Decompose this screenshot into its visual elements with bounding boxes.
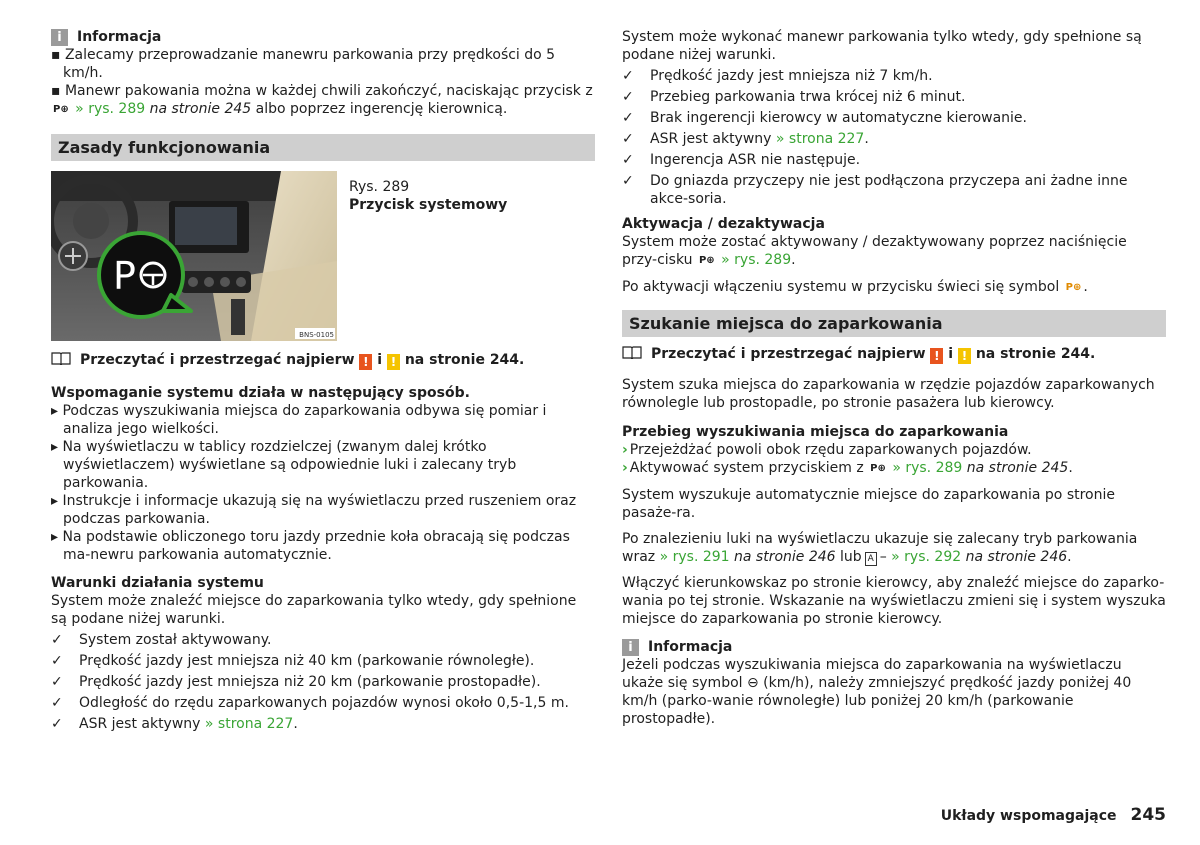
chapter-title: Układy wspomagające [940,808,1117,824]
read-first-note: Przeczytać i przestrzegać najpierw ! i ! na stronie 244. [51,351,595,370]
info-bullet: ▪ Manewr pakowania można w każdej chwili zakończyć, naciskając przycisk z P⊕ » rys. 289 na stronie 245 albo poprzez ingerencję kierownicą. [51,83,593,117]
page-link[interactable]: » strona 227 [775,131,865,147]
left-column [51,22,595,733]
check-item: ✓ ASR jest aktywny » strona 227. [51,716,298,732]
assist-list [51,402,595,564]
book-icon [622,346,642,359]
fig-link[interactable]: » rys. 291 [659,549,730,565]
info-text: Jeżeli podczas wyszukiwania miejsca do zaparkowania na wyświetlaczu ukaże się symbol ⊖ (km/h), należy zmniejszyć prędkość jazdy poniżej 40 km/h (parko-wanie równoległe) lub poniżej 20 km/h (parkowanie prostopadłe). [622,657,1132,727]
figure-label: Rys. 289 [349,179,410,195]
list-item: ▸ Instrukcje i informacje ukazują się na wyświetlaczu przed ruszeniem oraz podczas parkowania. [51,493,577,527]
conditions-list [51,631,595,733]
info-icon: i [51,29,68,46]
check-item: ✓ Prędkość jazdy jest mniejsza niż 20 km (parkowanie prostopadłe). [51,674,541,690]
assist-title: Wspomaganie systemu działa w następujący sposób. [51,385,470,401]
check-item: ✓ Do gniazda przyczepy nie jest podłączona przyczepa ani żadne inne akce-soria. [622,173,1128,207]
page-number: 245 [1130,805,1166,825]
info-title: Informacja [648,639,733,655]
fig-link[interactable]: » rys. 292 [891,549,962,565]
list-item: ▸ Podczas wyszukiwania miejsca do zaparkowania odbywa się pomiar i analiza jego wielkości. [51,403,547,437]
list-item: ▸ Na podstawie obliczonego toru jazdy przednie koła obracają się podczas ma-newru parkowania automatycznie. [51,529,570,563]
paragraph: Włączyć kierunkowskaz po stronie kierowcy, aby znaleźć miejsce do zaparko-wania po tej stronie. Wskazanie na wyświetlaczu zmieni się i system wyszuka miejsce do zaparkowania po stronie kierowcy. [622,575,1166,627]
check-item: ✓ Brak ingerencji kierowcy w automatyczne kierowanie. [622,110,1027,126]
figure-caption [349,171,507,341]
info-bullet: ▪ Zalecamy przeprowadzanie manewru parkowania przy prędkości do 5 km/h. [51,47,556,81]
conditions-title: Warunki działania systemu [51,575,264,591]
check-item: ✓ ASR jest aktywny » strona 227. [622,131,869,147]
figure-image [51,171,337,341]
step-arrow-icon: › [622,442,628,458]
check-item: ✓ Prędkość jazdy jest mniejsza niż 7 km/h. [622,68,933,84]
park-assist-icon: P⊕ [698,255,715,266]
fig-link[interactable]: » rys. 289 [721,252,792,268]
section-heading: Zasady funkcjonowania [51,134,595,161]
caution-icon: ! [387,354,400,370]
requirements-list [622,67,1166,208]
check-item: ✓ Prędkość jazdy jest mniejsza niż 40 km (parkowanie równoległe). [51,653,535,669]
page-footer [941,806,1166,825]
park-assist-icon: P⊕ [53,104,69,115]
caution-icon: ! [958,348,971,364]
search-text: System szuka miejsca do zaparkowania w rzędzie pojazdów zaparkowanych równolegle lub prostopadle, po stronie pasażera lub kierowcy. [622,377,1155,411]
check-item: ✓ System został aktywowany. [51,632,272,648]
svg-text:P: P [113,254,136,298]
activation-title: Aktywacja / dezaktywacja [622,216,825,232]
page-link[interactable]: » strona 227 [204,716,294,732]
fig-link[interactable]: » rys. 289 [892,460,963,476]
list-item: ▸ Na wyświetlaczu w tablicy rozdzielczej (zwanym dalej krótko wyświetlaczem) wyświetlane są odpowiednie luki i zalecany tryb parkowania. [51,439,517,491]
check-item: ✓ Ingerencja ASR nie następuje. [622,152,861,168]
info-box [51,28,595,119]
park-assist-icon: P⊕ [870,463,886,474]
step-arrow-icon: › [622,460,628,476]
warning-icon: ! [359,354,372,370]
activation-text-2: Po aktywacji włączeniu systemu w przycisku świeci się symbol P⊕ . [622,279,1088,295]
right-column [622,28,1166,728]
section-heading: Szukanie miejsca do zaparkowania [622,310,1166,337]
figure-code: BNS-0105 [299,331,334,339]
display-key-icon: A [865,552,877,566]
conditions-text: System może znaleźć miejsce do zaparkowania tylko wtedy, gdy spełnione są podane niżej warunki. [51,593,577,627]
check-item: ✓ Odległość do rzędu zaparkowanych pojazdów wynosi około 0,5-1,5 m. [51,695,569,711]
fig-link[interactable]: » rys. 289 [75,101,146,117]
dashboard-illustration [51,171,337,341]
paragraph: System wyszukuje automatycznie miejsce do zaparkowania po stronie pasaże-ra. [622,487,1115,521]
info-box [622,638,1166,728]
read-first-note: Przeczytać i przestrzegać najpierw ! i ! na stronie 244. [622,345,1166,364]
book-icon [51,352,71,365]
procedure-title: Przebieg wyszukiwania miejsca do zaparkowania [622,424,1009,440]
paragraph: Po znalezieniu luki na wyświetlaczu ukazuje się zalecany tryb parkowania wraz » rys. 291 na stronie 246 lub A – » rys. 292 na stronie 246. [622,531,1138,565]
info-icon: i [622,639,639,656]
speed-symbol-icon: ⊖ [746,675,759,691]
procedure-step: › Przejeżdżać powoli obok rzędu zaparkowanych pojazdów. [622,442,1032,458]
info-title: Informacja [77,29,162,45]
figure-title: Przycisk systemowy [349,197,508,213]
right-intro: System może wykonać manewr parkowania tylko wtedy, gdy spełnione są podane niżej warunki. [622,29,1142,63]
procedure-step: › Aktywować system przyciskiem z P⊕ » rys. 289 na stronie 245. [622,460,1073,476]
figure [51,171,595,341]
park-assist-lit-icon: P⊕ [1065,282,1082,293]
check-item: ✓ Przebieg parkowania trwa krócej niż 6 minut. [622,89,966,105]
activation-text: System może zostać aktywowany / dezaktywowany poprzez naciśnięcie przy-cisku P⊕ » rys. 289. [622,234,1127,268]
warning-icon: ! [930,348,943,364]
